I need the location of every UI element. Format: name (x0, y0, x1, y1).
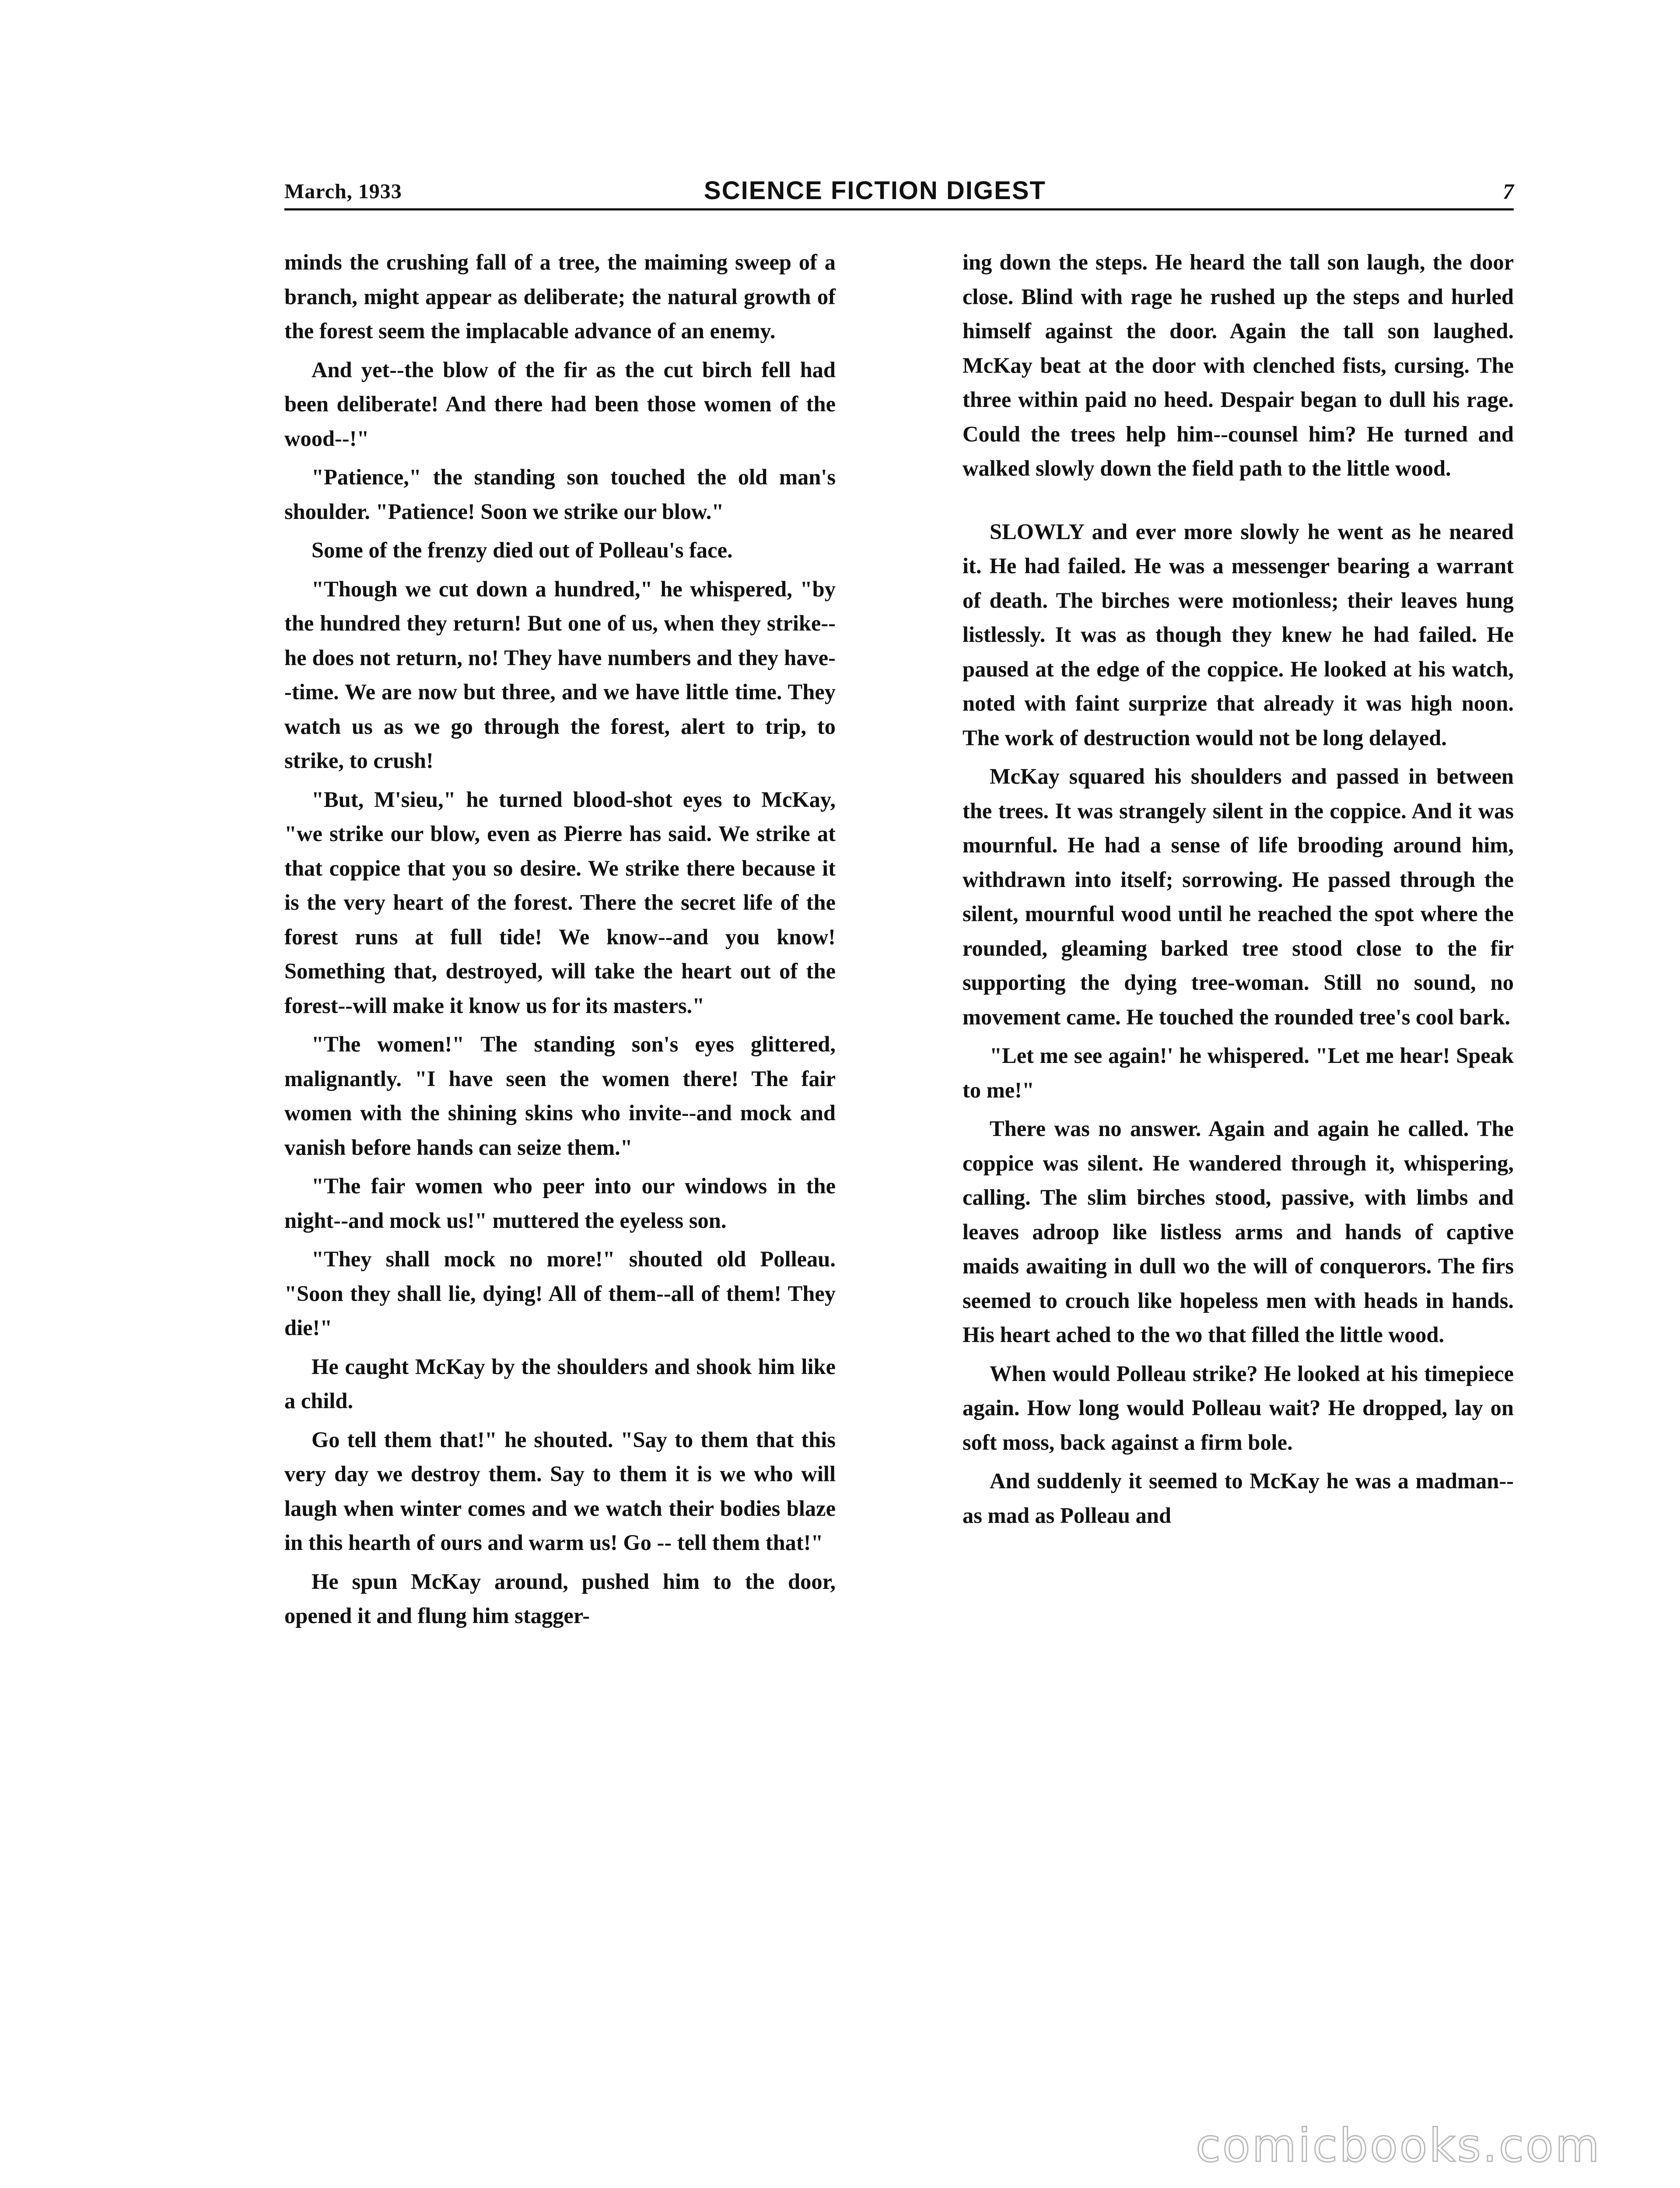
paragraph: "The fair women who peer into our windows in the night--and mock us!" muttered the eyeless son. (284, 1174, 836, 1233)
paragraph: "They shall mock no more!" shouted old Polleau. "Soon they shall lie, dying! All of them--all of them! They die!" (284, 1247, 836, 1340)
issue-date: March, 1933 (284, 180, 402, 203)
paragraph: "Patience," the standing son touched the old man's shoulder. "Patience! Soon we strike our blow." (284, 465, 836, 524)
right-column (962, 245, 1514, 1537)
header-rule (284, 208, 1514, 210)
paragraph: minds the crushing fall of a tree, the maiming sweep of a branch, might appear as deliberate; the natural growth of the forest seem the implacable advance of an enemy. (284, 250, 836, 343)
paragraph: When would Polleau strike? He looked at his timepiece again. How long would Polleau wait? He dropped, lay on soft moss, back against a firm bole. (962, 1361, 1514, 1455)
section-opening-paragraph: SLOWLY and ever more slowly he went as he neared it. He had failed. He was a messenger bearing a warrant of death. The birches were motionless; their leaves hung listlessly. It was as though they knew he had failed. He paused at the edge of the coppice. He looked at his watch, noted with faint surprize that already it was high noon. The work of destruction would not be long delayed. (962, 519, 1514, 750)
paragraph: There was no answer. Again and again he called. The coppice was silent. He wandered through it, whispering, calling. The slim birches stood, passive, with limbs and leaves adroop like listless arms and hands of captive maids awaiting in dull wo the will of conquerors. The firs seemed to crouch like hopeless men with heads in hands. His heart ached to the wo that filled the little wood. (962, 1116, 1514, 1347)
paragraph: McKay squared his shoulders and passed in between the trees. It was strangely silent in the coppice. And it was mournful. He had a sense of life brooding around him, withdrawn into itself; sorrowing. He passed through the silent, mournful wood until he reached the spot where the rounded, gleaming barked tree stood close to the fir supporting the dying tree-woman. Still no sound, no movement came. He touched the rounded tree's cool bark. (962, 764, 1514, 1029)
paragraph: He caught McKay by the shoulders and shook him like a child. (284, 1354, 836, 1413)
left-column (284, 245, 836, 1637)
paragraph: "The women!" The standing son's eyes glittered, malignantly. "I have seen the women there! The fair women with the shining skins who invite--and mock and vanish before hands can seize them." (284, 1032, 836, 1160)
paragraph: ing down the steps. He heard the tall son laugh, the door close. Blind with rage he rushed up the steps and hurled himself against the door. Again the tall son laughed. McKay beat at the door with clenched fists, cursing. The three within paid no heed. Despair began to dull his rage. Could the trees help him--counsel him? He turned and walked slowly down the field path to the little wood. (962, 250, 1514, 480)
publication-title: SCIENCE FICTION DIGEST (704, 176, 1046, 205)
paragraph: Some of the frenzy died out of Polleau's face. (312, 538, 733, 562)
paragraph: And yet--the blow of the fir as the cut birch fell had been deliberate! And there had been those women of the wood--!" (284, 357, 836, 451)
watermark: comicbooks.com (1195, 2119, 1601, 2172)
paragraph: Go tell them that!" he shouted. "Say to them that this very day we destroy them. Say to them it is we who will laugh when winter comes and we watch their bodies blaze in this hearth of ours and warm us! Go -- tell them that!" (284, 1427, 836, 1555)
running-head (284, 176, 1514, 207)
paragraph: "But, M'sieu," he turned blood-shot eyes to McKay, "we strike our blow, even as Pierre has said. We strike at that coppice that you so desire. We strike there because it is the very heart of the forest. There the secret life of the forest runs at full tide! We know--and you know! Something that, destroyed, will take the heart out of the forest--will make it know us for its masters." (284, 787, 836, 1018)
paragraph: "Though we cut down a hundred," he whispered, "by the hundred they return! But one of us, when they strike--he does not return, no! They have numbers and they have--time. We are now but three, and we have little time. They watch us as we go through the forest, alert to trip, to strike, to crush! (284, 576, 836, 773)
paragraph: He spun McKay around, pushed him to the door, opened it and flung him stagger- (284, 1569, 836, 1628)
page-number: 7 (1503, 179, 1514, 203)
paragraph: "Let me see again!' he whispered. "Let me hear! Speak to me!" (962, 1043, 1514, 1102)
paragraph: And suddenly it seemed to McKay he was a madman--as mad as Polleau and (962, 1469, 1514, 1528)
